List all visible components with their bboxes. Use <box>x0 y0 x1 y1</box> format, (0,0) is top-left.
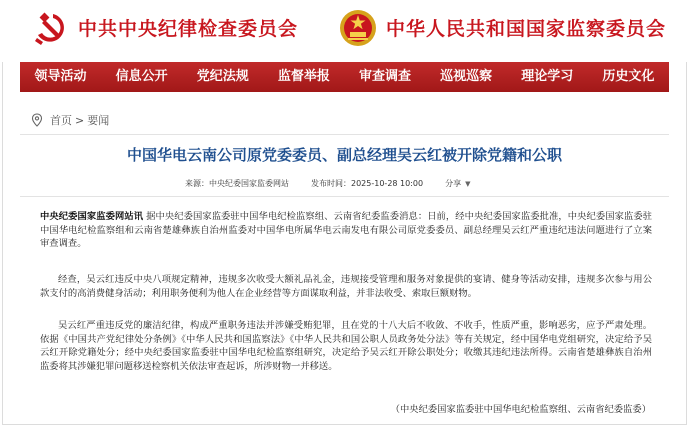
source-label: 来源： <box>185 179 209 188</box>
article-signature: （中央纪委国家监委驻中国华电纪检监察组、云南省纪委监委） <box>390 404 651 415</box>
nav-item-history-culture[interactable]: 历史文化 <box>602 69 655 84</box>
share-button[interactable] <box>445 178 470 190</box>
article-paragraph-3: 吴云红严重违反党的廉洁纪律，构成严重职务违法并涉嫌受贿犯罪，且在党的十八大后不收敛、不收手，性质严重，影响恶劣，应予严肃处理。依据《中国共产党纪律处分条例》《中华人民共和国监察法》《中华人民共和国公职人员政务处分法》等有关规定，经中国华电党组研究，决定给予吴云红开除党籍处分；经中央纪委国家监委驻中国华电纪检监察组研究，决定给予吴云红开除公职处分；收缴其违纪违法所得。云南省楚雄彝族自治州监委将其涉嫌犯罪问题移送检察机关依法审查起诉，所涉财物一并移送。 <box>40 320 652 372</box>
nsc-site-name[interactable]: 中华人民共和国国家监察委员会 <box>386 18 667 40</box>
breadcrumb-home-link[interactable]: 首页 <box>50 114 72 127</box>
source-value: 中央纪委国家监委网站 <box>209 179 289 188</box>
breadcrumb <box>30 112 109 128</box>
party-emblem-icon[interactable] <box>31 8 71 48</box>
site-header <box>0 0 689 62</box>
article-paragraph-2: 经查，吴云红违反中央八项规定精神，违规多次收受大额礼品礼金，违规接受管理和服务对象提供的宴请、健身等活动安排，违规多次参与用公款支付的高消费健身活动；利用职务便利为他人在企业经营等方面谋取利益，并非法收受、索取巨额财物。 <box>40 274 652 299</box>
paragraph-1-text: 据中央纪委国家监委驻中国华电纪检监察组、云南省纪委监委消息：日前，经中央纪委国家监委批准，中央纪委国家监委驻中国华电纪检监察组和云南省楚雄彝族自治州监委对中国华电所属华电云南发电有限公司原党委委员、副总经理吴云红严重违纪违法问题进行了立案审查调查。 <box>40 211 652 249</box>
breadcrumb-current[interactable]: 要闻 <box>87 114 110 127</box>
meta-divider <box>20 196 669 197</box>
nav-item-theory-study[interactable]: 理论学习 <box>521 69 574 84</box>
location-pin-icon <box>30 113 44 127</box>
breadcrumb-separator: > <box>75 113 85 127</box>
cpc-ccdi-site-name[interactable]: 中共中央纪律检查委员会 <box>78 18 299 40</box>
breadcrumb-divider <box>20 134 669 135</box>
publish-date: 2025-10-28 10:00 <box>351 179 424 188</box>
nav-item-inspection-tours[interactable]: 巡视巡察 <box>440 69 493 84</box>
article-meta <box>185 178 470 190</box>
date-label: 发布时间： <box>311 179 351 188</box>
nav-item-information-disclosure[interactable]: 信息公开 <box>115 69 168 84</box>
nav-item-leadership-activities[interactable]: 领导活动 <box>34 69 87 84</box>
nav-item-supervision-report[interactable]: 监督举报 <box>277 69 330 84</box>
national-emblem-icon[interactable] <box>338 8 378 48</box>
main-nav <box>20 62 669 92</box>
article-title: 中国华电云南公司原党委委员、副总经理吴云红被开除党籍和公职 <box>126 146 562 164</box>
nav-item-review-investigation[interactable]: 审查调查 <box>359 69 412 84</box>
paragraph-lead: 中央纪委国家监委网站讯 <box>40 211 144 222</box>
nav-item-party-regulations[interactable]: 党纪法规 <box>196 69 249 84</box>
share-label: 分享 <box>445 179 462 188</box>
chevron-down-icon: ▼ <box>465 180 471 188</box>
article-paragraph-1 <box>40 210 652 251</box>
